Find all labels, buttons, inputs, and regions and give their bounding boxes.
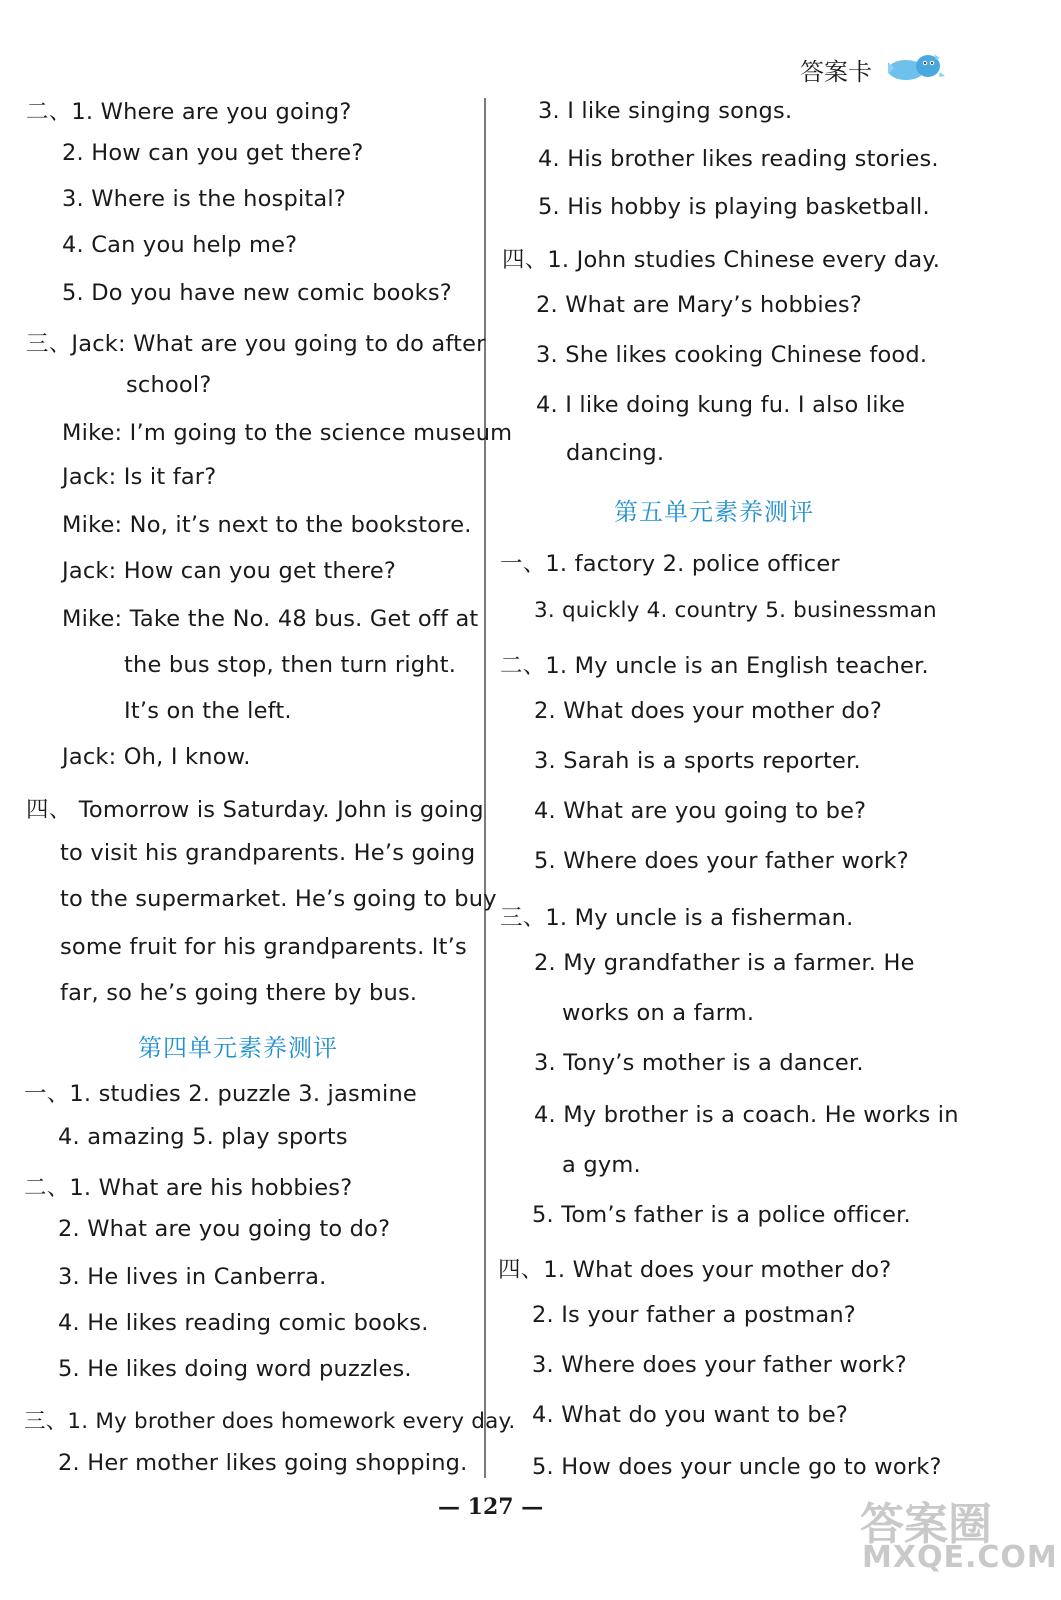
right-line-17: 2. My grandfather is a farmer. He xyxy=(534,950,915,976)
right-line-4: 四、1. John studies Chinese every day. xyxy=(502,247,941,273)
right-line-13: 3. Sarah is a sports reporter. xyxy=(534,748,861,774)
right-line-21: a gym. xyxy=(562,1152,641,1178)
left-line-7: school? xyxy=(126,372,212,398)
left-line-22: 4. amazing 5. play sports xyxy=(58,1124,348,1150)
right-line-24: 2. Is your father a postman? xyxy=(532,1302,856,1328)
right-line-18: works on a farm. xyxy=(562,1000,755,1026)
right-line-22: 5. Tom’s father is a police officer. xyxy=(532,1202,911,1228)
right-line-8: dancing. xyxy=(566,440,665,466)
left-line-20: far, so he’s going there by bus. xyxy=(60,980,418,1006)
left-line-17: to visit his grandparents. He’s going xyxy=(60,840,476,866)
right-line-19: 3. Tony’s mother is a dancer. xyxy=(534,1050,864,1076)
right-line-16: 三、1. My uncle is a fisherman. xyxy=(500,905,854,931)
right-line-6: 3. She likes cooking Chinese food. xyxy=(536,342,928,368)
watermark-logo: 答案圈 xyxy=(860,1499,992,1550)
right-line-11: 二、1. My uncle is an English teacher. xyxy=(500,653,929,679)
section-title-unit-5: 第五单元素养测评 xyxy=(614,498,814,526)
left-line-3: 3. Where is the hospital? xyxy=(62,186,347,212)
right-line-3: 5. His hobby is playing basketball. xyxy=(538,194,930,220)
left-line-28: 三、1. My brother does homework every day. xyxy=(24,1409,516,1434)
left-line-14: It’s on the left. xyxy=(124,698,292,724)
right-line-9: 一、1. factory 2. police officer xyxy=(500,551,840,577)
answer-card-label: 答案卡 xyxy=(800,58,872,86)
left-line-21: 一、1. studies 2. puzzle 3. jasmine xyxy=(24,1081,417,1107)
right-line-2: 4. His brother likes reading stories. xyxy=(538,146,939,172)
left-line-25: 3. He lives in Canberra. xyxy=(58,1264,327,1290)
right-line-23: 四、1. What does your mother do? xyxy=(498,1257,892,1283)
left-line-2: 2. How can you get there? xyxy=(62,140,364,166)
left-line-1: 二、1. Where are you going? xyxy=(26,99,352,125)
left-line-8: Mike: I’m going to the science museum xyxy=(62,420,513,446)
left-line-24: 2. What are you going to do? xyxy=(58,1216,391,1242)
left-line-27: 5. He likes doing word puzzles. xyxy=(58,1356,412,1382)
right-line-15: 5. Where does your father work? xyxy=(534,848,909,874)
section-title-unit-4: 第四单元素养测评 xyxy=(138,1034,338,1062)
right-line-26: 4. What do you want to be? xyxy=(532,1402,849,1428)
right-line-10: 3. quickly 4. country 5. businessman xyxy=(534,598,937,623)
left-line-12: Mike: Take the No. 48 bus. Get off at xyxy=(62,606,479,632)
left-line-11: Jack: How can you get there? xyxy=(62,558,397,584)
left-line-6: 三、Jack: What are you going to do after xyxy=(26,331,486,357)
blue-cartoon-icon xyxy=(884,50,946,88)
left-line-16: 四、 Tomorrow is Saturday. John is going xyxy=(26,797,484,823)
left-line-15: Jack: Oh, I know. xyxy=(62,744,251,770)
watermark-url: MXQE.COM xyxy=(862,1540,1058,1575)
left-line-13: the bus stop, then turn right. xyxy=(124,652,457,678)
left-line-4: 4. Can you help me? xyxy=(62,232,298,258)
right-line-12: 2. What does your mother do? xyxy=(534,698,882,724)
right-line-20: 4. My brother is a coach. He works in xyxy=(534,1102,959,1128)
left-line-26: 4. He likes reading comic books. xyxy=(58,1310,429,1336)
left-line-19: some fruit for his grandparents. It’s xyxy=(60,934,467,960)
right-line-1: 3. I like singing songs. xyxy=(538,98,793,124)
left-line-5: 5. Do you have new comic books? xyxy=(62,280,452,306)
left-line-23: 二、1. What are his hobbies? xyxy=(24,1175,353,1201)
left-line-10: Mike: No, it’s next to the bookstore. xyxy=(62,512,472,538)
right-line-25: 3. Where does your father work? xyxy=(532,1352,907,1378)
left-line-18: to the supermarket. He’s going to buy xyxy=(60,886,497,912)
column-divider xyxy=(484,98,486,1478)
right-line-5: 2. What are Mary’s hobbies? xyxy=(536,292,862,318)
left-line-9: Jack: Is it far? xyxy=(62,464,217,490)
page-number: — 127 — xyxy=(438,1494,544,1520)
right-line-7: 4. I like doing kung fu. I also like xyxy=(536,392,906,418)
right-line-14: 4. What are you going to be? xyxy=(534,798,867,824)
right-line-27: 5. How does your uncle go to work? xyxy=(532,1454,942,1480)
left-line-29: 2. Her mother likes going shopping. xyxy=(58,1450,468,1476)
